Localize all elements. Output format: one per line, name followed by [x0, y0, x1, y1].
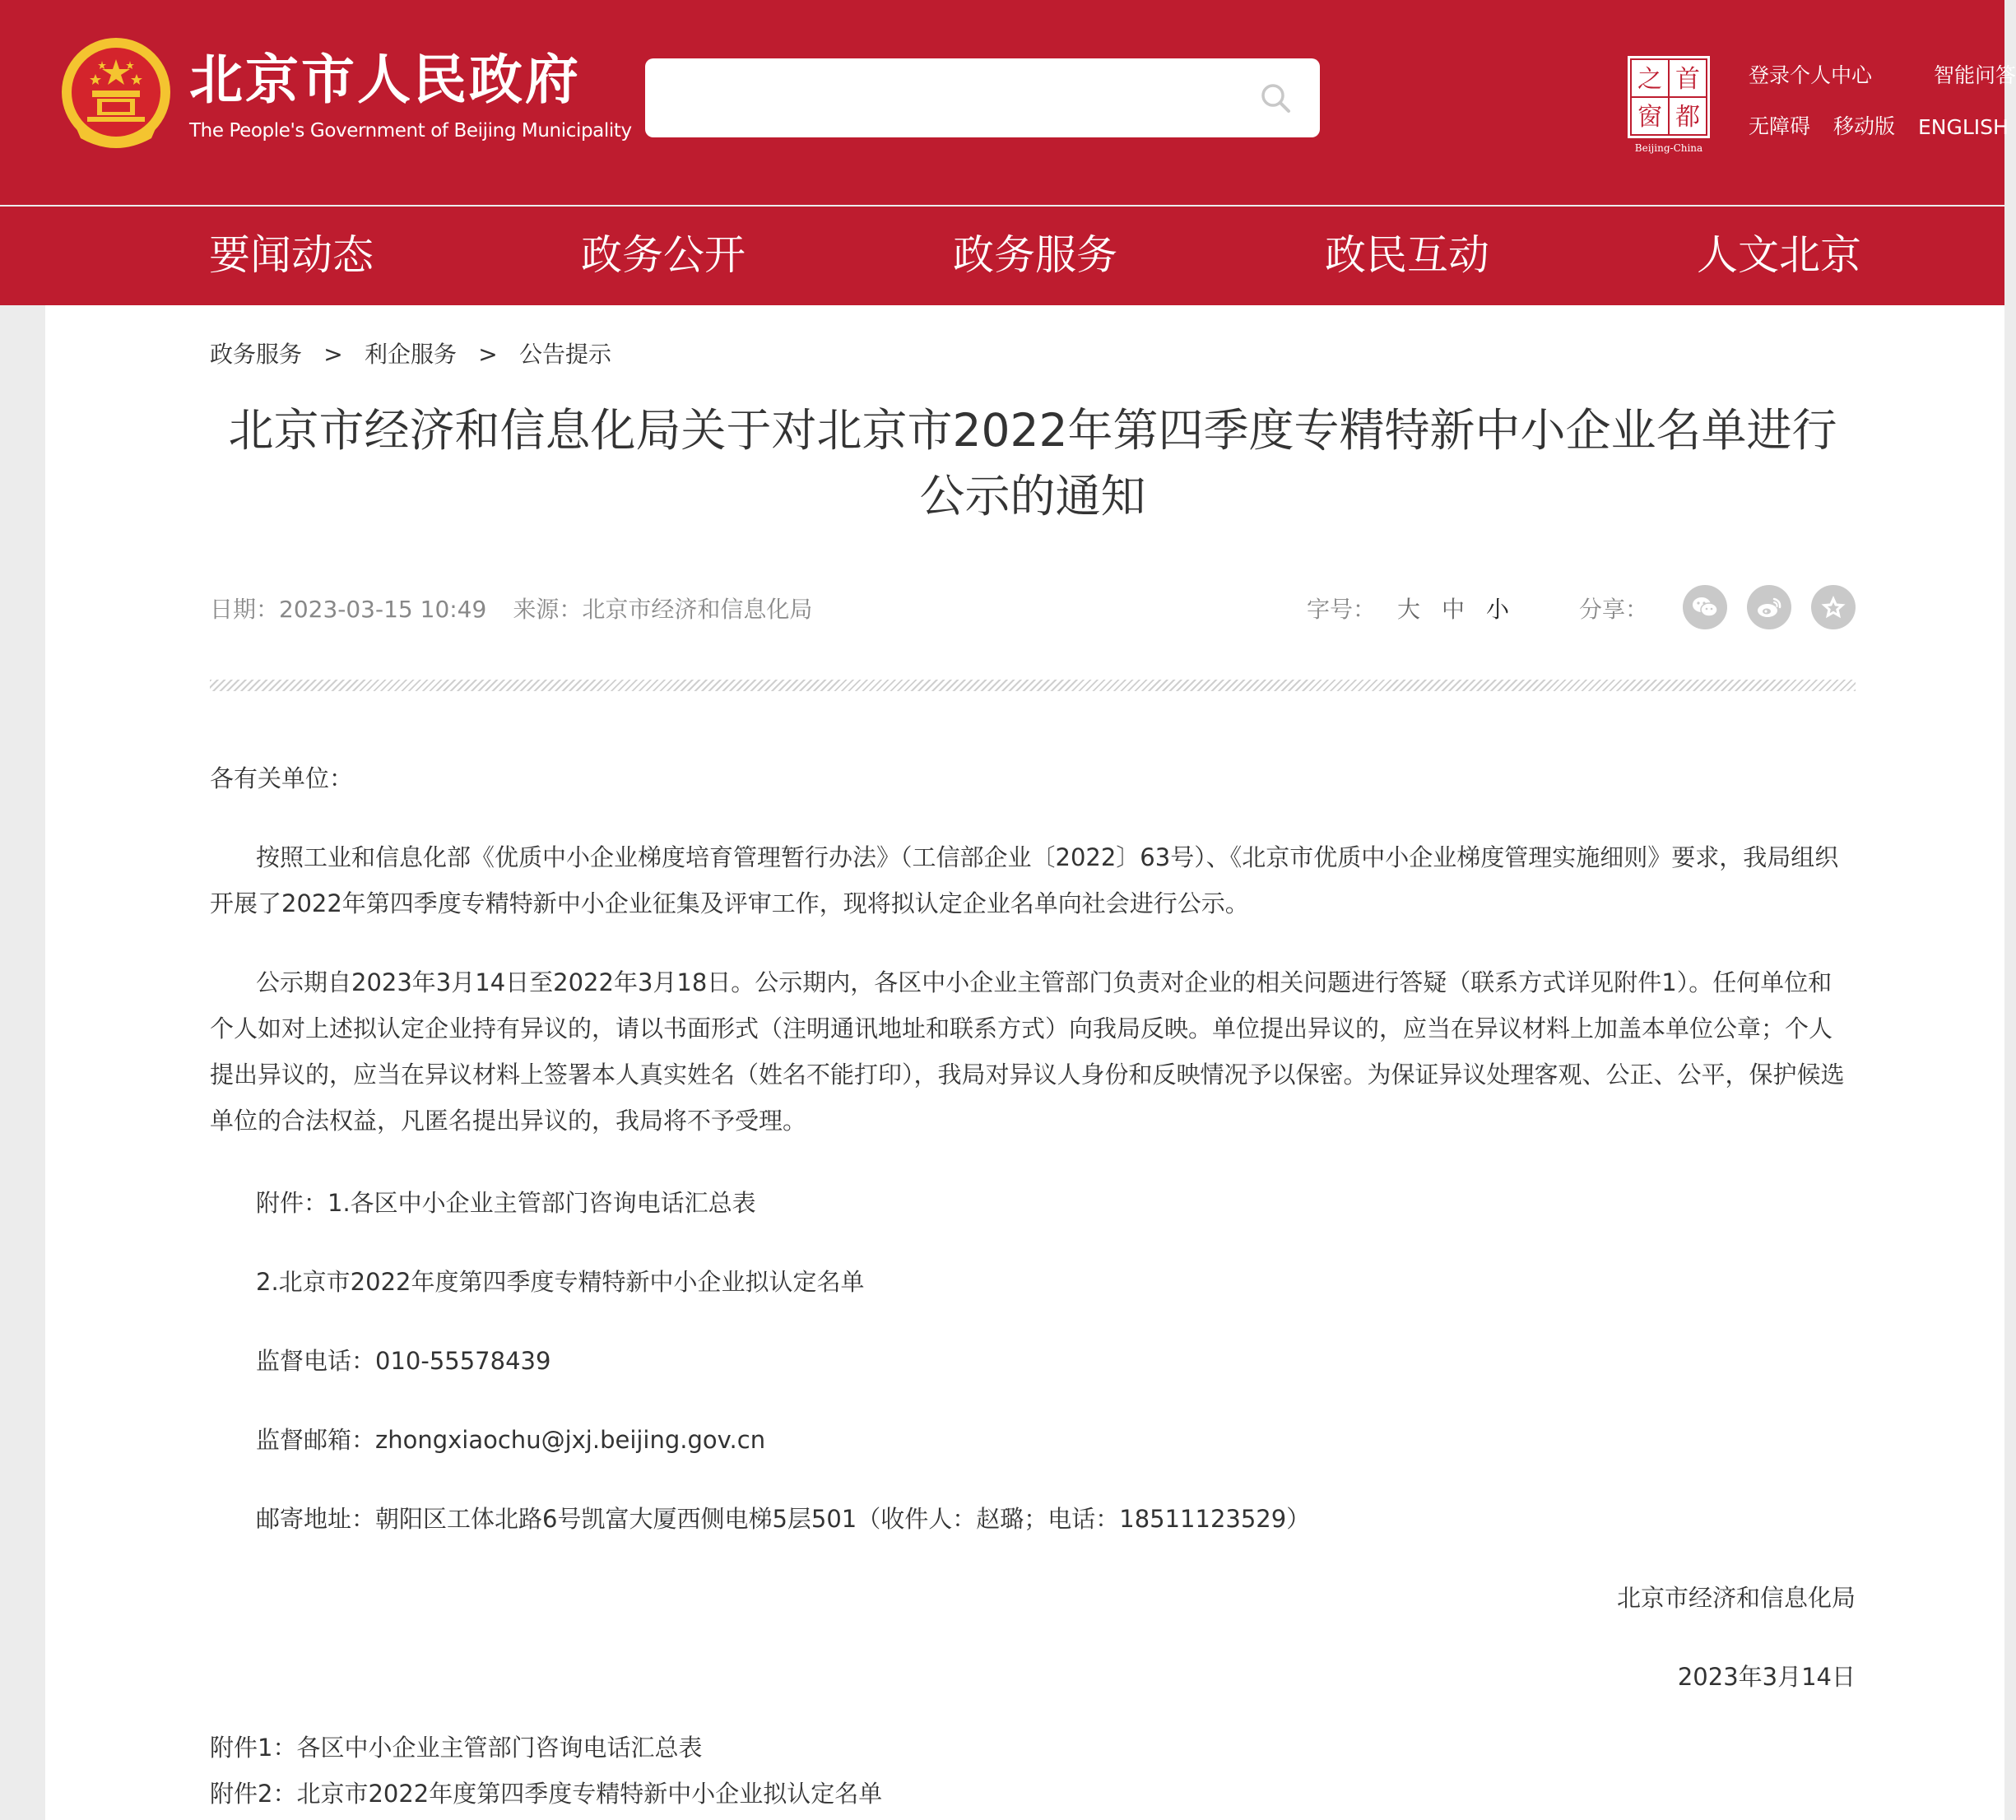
mobile-link[interactable]: 移动版: [1833, 114, 1896, 138]
font-size-large[interactable]: 大: [1397, 596, 1421, 623]
article-source: 来源：北京市经济和信息化局: [513, 596, 813, 623]
nav-culture[interactable]: 人文北京: [1697, 231, 1861, 279]
article-title: [210, 397, 1856, 529]
salutation: 各有关单位：: [210, 764, 354, 792]
share-wechat-button[interactable]: [1683, 585, 1727, 629]
ai-qa-link[interactable]: 智能问答: [1934, 63, 2016, 87]
article-title-line: 北京市经济和信息化局关于对北京市2022年第四季度专精特新中小企业名单进行: [228, 404, 1837, 457]
attachment-link-2[interactable]: 附件2：北京市2022年度第四季度专精特新中小企业拟认定名单: [210, 1780, 883, 1808]
site-title-cn[interactable]: 北京市人民政府: [189, 49, 582, 111]
signature-date: 2023年3月14日: [1677, 1663, 1856, 1691]
capital-logo-char: 首: [1675, 65, 1700, 94]
english-link[interactable]: ENGLISH: [1918, 115, 2009, 139]
body-paragraph: 公示期自2023年3月14日至2022年3月18日。公示期内，各区中小企业主管部门负责对企业的相关问题进行答疑（联系方式详见附件1）。任何单位和个人如对上述拟认定企业持有异议的，请以书面形式（注明通讯地址和联系方式）向我局反映。单位提出异议的，应当在异议材料上加盖本单位公章；个人提出异议的，应当在异议材料上签署本人真实姓名（姓名不能打印），我局对异议人身份和反映情况予以保密。为保证异议处理客观、公正、公平，保护候选单位的合法权益，凡匿名提出异议的，我局将不予受理。: [210, 968, 1845, 1135]
accessibility-link[interactable]: 无障碍: [1749, 114, 1811, 138]
body-paragraph: 按照工业和信息化部《优质中小企业梯度培育管理暂行办法》（工信部企业〔2022〕63号）、《北京市优质中小企业梯度管理实施细则》要求，我局组织开展了2022年第四季度专精特新中小企业征集及评审工作，现将拟认定企业名单向社会进行公示。: [210, 843, 1839, 917]
share-favorite-button[interactable]: [1811, 585, 1856, 629]
font-size-switcher: [1307, 592, 1509, 624]
breadcrumb-separator: >: [478, 341, 498, 368]
nav-gov-affairs[interactable]: 政务公开: [581, 231, 746, 279]
breadcrumb-notices[interactable]: 公告提示: [519, 341, 612, 368]
breadcrumb-business-services[interactable]: 利企服务: [365, 341, 458, 368]
supervision-email: 监督邮箱：zhongxiaochu@jxj.beijing.gov.cn: [256, 1426, 766, 1454]
breadcrumb: [210, 337, 611, 369]
national-emblem-icon[interactable]: [59, 36, 173, 155]
wechat-icon: [1690, 592, 1720, 622]
favorite-star-icon: [1819, 592, 1848, 622]
breadcrumb-gov-services[interactable]: 政务服务: [210, 341, 303, 368]
share-label: 分享：: [1579, 596, 1649, 623]
font-size-small[interactable]: 小: [1486, 596, 1510, 623]
nav-interaction[interactable]: 政民互动: [1325, 231, 1489, 279]
attachment-line: 附件：1.各区中小企业主管部门咨询电话汇总表: [256, 1189, 756, 1217]
capital-logo-char: 之: [1637, 65, 1662, 94]
main-nav: [0, 207, 2004, 305]
capital-logo-en: Beijing-China: [1634, 142, 1703, 154]
capital-logo-char: 窗: [1637, 103, 1662, 132]
search-box: [645, 58, 1320, 137]
breadcrumb-separator: >: [323, 341, 343, 368]
search-icon[interactable]: [1257, 80, 1294, 116]
font-size-medium[interactable]: 中: [1442, 596, 1466, 623]
title-divider: [210, 680, 1856, 691]
article-title-line: 公示的通知: [919, 470, 1146, 522]
signature-org: 北京市经济和信息化局: [1616, 1584, 1856, 1612]
font-size-label: 字号：: [1307, 596, 1377, 623]
site-title-en[interactable]: The People's Government of Beijing Municipality: [189, 120, 632, 142]
site-header: [0, 0, 2016, 205]
nav-news[interactable]: 要闻动态: [209, 231, 374, 279]
share-weibo-button[interactable]: [1747, 585, 1791, 629]
search-input[interactable]: [665, 73, 1228, 123]
article-panel: [45, 305, 2004, 1820]
attachment-line: 2.北京市2022年度第四季度专精特新中小企业拟认定名单: [256, 1268, 865, 1296]
article-meta: [210, 592, 812, 624]
mailing-address: 邮寄地址：朝阳区工体北路6号凯富大厦西侧电梯5层501（收件人：赵璐；电话：18511123529）: [256, 1505, 1311, 1533]
weibo-icon: [1754, 592, 1784, 622]
capital-logo-char: 都: [1675, 103, 1700, 132]
nav-gov-services[interactable]: 政务服务: [953, 231, 1117, 279]
publish-date: 日期：2023-03-15 10:49: [210, 596, 487, 623]
capital-window-logo[interactable]: [1623, 53, 1715, 155]
login-link[interactable]: 登录个人中心: [1749, 63, 1873, 87]
attachment-link-1[interactable]: 附件1：各区中小企业主管部门咨询电话汇总表: [210, 1734, 703, 1762]
supervision-phone: 监督电话：010-55578439: [256, 1347, 551, 1375]
